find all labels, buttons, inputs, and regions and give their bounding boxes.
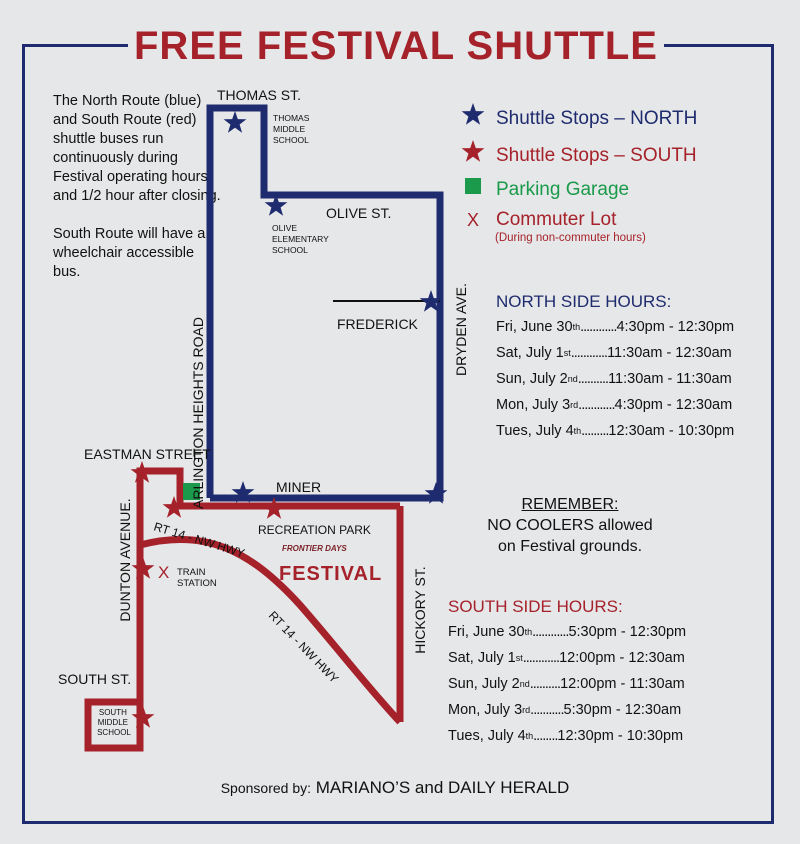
hours-row	[496, 340, 734, 366]
hours-day-suffix: st	[563, 348, 571, 358]
sponsor-names: MARIANO’S and DAILY HERALD	[315, 778, 570, 797]
label-south-st: SOUTH ST.	[58, 671, 132, 687]
label-arlington: ARLINGTON HEIGHTS ROAD	[190, 317, 206, 509]
label-thomas-school: THOMAS MIDDLE SCHOOL	[273, 113, 310, 145]
label-dunton: DUNTON AVENUE.	[117, 498, 133, 622]
hours-dots: ............	[578, 397, 615, 413]
hours-day: Mon, July 3	[496, 397, 571, 413]
sponsor-line	[0, 778, 790, 798]
hours-row	[496, 418, 734, 444]
hours-day-suffix: rd	[522, 705, 531, 715]
south-hours-table	[448, 619, 686, 749]
hours-dots: ............	[580, 319, 617, 335]
north-stops	[224, 111, 448, 504]
legend-commuter-label: Commuter Lot	[496, 209, 617, 230]
intro-paragraph-wheelchair: South Route will have a wheelchair accessible bus.	[53, 226, 206, 280]
hours-time: 4:30pm - 12:30pm	[616, 319, 735, 335]
remember-line-2: on Festival grounds.	[497, 538, 643, 555]
remember-heading: REMEMBER:	[521, 496, 619, 513]
hours-row	[448, 645, 686, 671]
hours-dots: ............	[532, 624, 569, 640]
hours-row	[448, 723, 686, 749]
hours-day: Sat, July 1	[448, 650, 516, 666]
hours-time: 11:30am - 11:30am	[608, 371, 732, 387]
festival-logo: FESTIVAL	[279, 563, 383, 585]
label-thomas-st: THOMAS ST.	[217, 87, 302, 103]
label-train-station: TRAIN STATION	[177, 567, 217, 589]
hours-row	[448, 671, 686, 697]
hours-day: Fri, June 30	[496, 319, 573, 335]
commuter-x-icon: X	[466, 210, 479, 230]
hours-day-suffix: nd	[567, 374, 578, 384]
legend-commuter-note: (During non-commuter hours)	[495, 232, 646, 244]
hours-dots: .........	[581, 423, 609, 439]
label-rt14-upper: RT 14 - NW HWY	[152, 519, 247, 561]
hours-row	[448, 697, 686, 723]
label-south-school: SOUTH MIDDLE SCHOOL	[97, 708, 131, 737]
commuter-lot-marker: X	[158, 563, 170, 582]
hours-time: 12:00pm - 11:30am	[560, 676, 685, 692]
south-route-line	[88, 471, 400, 748]
label-hickory: HICKORY ST.	[412, 566, 428, 654]
hours-dots: ..........	[577, 371, 609, 387]
hours-dots: ..........	[529, 676, 561, 692]
label-olive-st: OLIVE ST.	[326, 205, 392, 221]
hours-dots: ............	[570, 345, 608, 361]
hours-day: Tues, July 4	[448, 728, 526, 744]
hours-time: 11:30am - 12:30am	[607, 345, 732, 361]
hours-dots: ........	[533, 728, 558, 744]
north-hours-title: NORTH SIDE HOURS:	[496, 292, 672, 311]
label-frederick: FREDERICK	[337, 316, 418, 332]
hours-time: 5:30pm - 12:30am	[563, 702, 682, 718]
hours-day-suffix: th	[572, 322, 581, 332]
legend-north-label: Shuttle Stops – NORTH	[496, 107, 698, 129]
label-recreation: RECREATION PARK	[258, 523, 371, 537]
label-miner: MINER	[276, 479, 322, 495]
legend-parking-label: Parking Garage	[496, 178, 630, 200]
north-hours-table	[496, 314, 734, 444]
hours-dots: ...........	[530, 702, 564, 718]
south-hours-title: SOUTH SIDE HOURS:	[448, 597, 623, 616]
hours-time: 12:30pm - 10:30pm	[557, 728, 684, 744]
north-route-line	[210, 108, 440, 498]
intro-paragraph-routes: The North Route (blue) and South Route (red) shuttle buses run continuously during Festival operating hours and 1/2 hour after closing.	[53, 93, 221, 204]
remember-line-1: NO COOLERS allowed	[487, 517, 653, 534]
remember-note	[470, 494, 670, 557]
hours-day: Mon, July 3	[448, 702, 523, 718]
hours-row	[448, 619, 686, 645]
hours-day-suffix: rd	[570, 400, 579, 410]
hours-day: Sun, July 2	[448, 676, 520, 692]
north-stop-thomas-icon	[224, 111, 247, 133]
sponsor-label: Sponsored by:	[220, 780, 312, 796]
hours-day: Sat, July 1	[496, 345, 564, 361]
hours-time: 12:30am - 10:30pm	[608, 423, 735, 439]
hours-day: Tues, July 4	[496, 423, 574, 439]
label-dryden: DRYDEN AVE.	[453, 283, 469, 376]
page-title: FREE FESTIVAL SHUTTLE	[128, 24, 664, 68]
hours-day-suffix: nd	[519, 679, 530, 689]
hours-day: Sun, July 2	[496, 371, 568, 387]
hours-day-suffix: th	[524, 627, 533, 637]
label-eastman: EASTMAN STREET	[84, 446, 211, 462]
hours-day-suffix: st	[515, 653, 523, 663]
label-olive-school: OLIVE ELEMENTARY SCHOOL	[272, 223, 329, 255]
hours-row	[496, 314, 734, 340]
festival-logo-top: FRONTIER DAYS	[282, 544, 347, 553]
hours-time: 5:30pm - 12:30pm	[568, 624, 687, 640]
hours-row	[496, 366, 734, 392]
hours-dots: ............	[522, 650, 560, 666]
hours-day: Fri, June 30	[448, 624, 525, 640]
hours-day-suffix: th	[525, 731, 534, 741]
hours-row	[496, 392, 734, 418]
hours-time: 4:30pm - 12:30am	[614, 397, 733, 413]
hours-time: 12:00pm - 12:30am	[559, 650, 685, 666]
legend-south-label: Shuttle Stops – SOUTH	[496, 144, 697, 166]
label-rt14-lower: RT 14 - NW HWY	[265, 608, 342, 686]
hours-day-suffix: th	[573, 426, 582, 436]
